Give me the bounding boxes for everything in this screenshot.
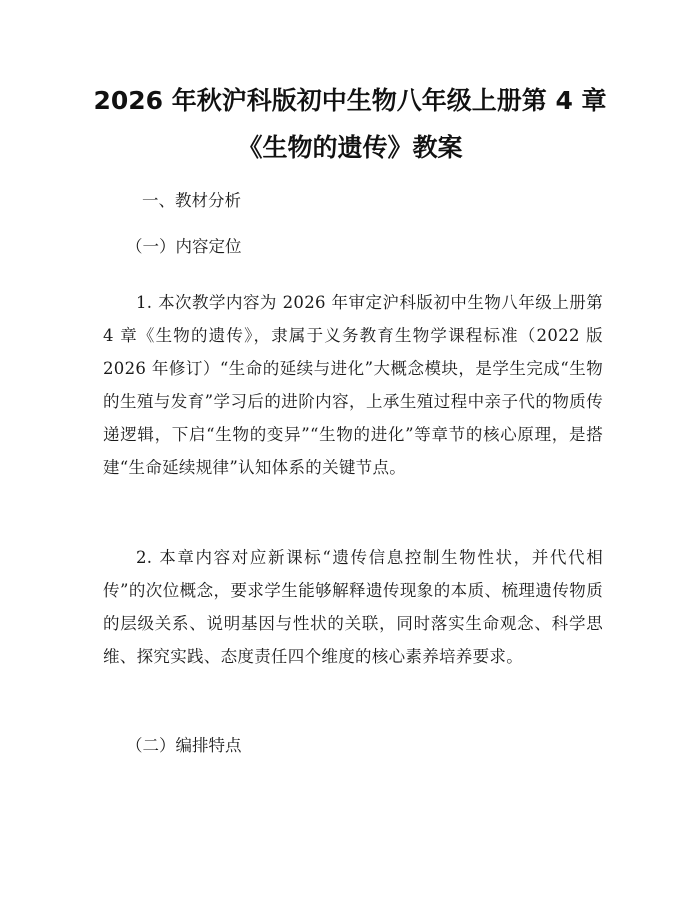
document-title-line-1: 2026 年秋沪科版初中生物八年级上册第 4 章 [93, 86, 607, 115]
subsection-heading-arrangement-features: （二）编排特点 [126, 736, 242, 755]
subsection-heading-content-positioning: （一）内容定位 [126, 237, 242, 256]
document-title-line-2: 《生物的遗传》教案 [237, 133, 463, 162]
paragraph-1: 1. 本次教学内容为 2026 年审定沪科版初中生物八年级上册第 4 章《生物的遗传》，隶属于义务教育生物学课程标准（2022 版 2026 年修订）“生命的延续与进化”大概念模块，是学生完成“生物的生殖与发育”学习后的进阶内容，上承生殖过程中亲子代的物质传递逻辑，下启“生物的变异”“生物的进化”等章节的核心原理，是搭建“生命延续规律”认知体系的关键节点。 [103, 293, 603, 477]
section-heading-textbook-analysis: 一、教材分析 [142, 191, 241, 210]
paragraph-2: 2. 本章内容对应新课标“遗传信息控制生物性状，并代代相传”的次位概念，要求学生能够解释遗传现象的本质、梳理遗传物质的层级关系、说明基因与性状的关联，同时落实生命观念、科学思维、探究实践、态度责任四个维度的核心素养培养要求。 [103, 548, 603, 666]
